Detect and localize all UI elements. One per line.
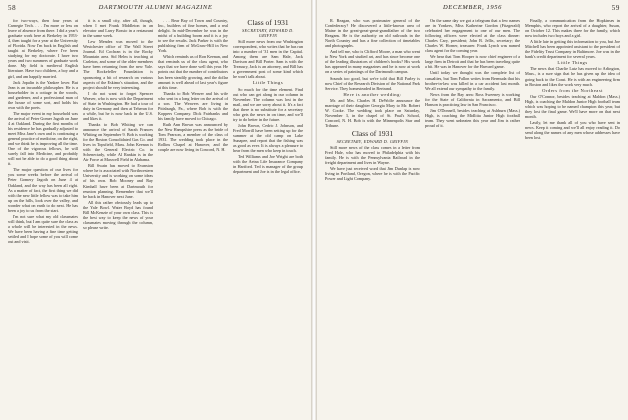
subsection-heading: Little Things [557, 60, 588, 66]
left-column-2 [83, 18, 153, 416]
left-page [0, 0, 311, 420]
right-page [317, 0, 628, 420]
left-column-3 [158, 18, 228, 416]
paragraph: On the same day we got a telegram that a few names are in Yonkers, Miss Katherine Gordon (Fitzgerald) celebrated her engagement to one of our men. The following officers were elected at the class dinner: Charles Cary, president; John B. Jellis, secretary; the Charles W. Horner, treasurer. Frank Lynch was named class agent for the coming year. [425, 18, 520, 54]
left-column-4 [233, 18, 303, 416]
paragraph: Still more news from our Washington correspondent, who writes that he has run into a number of '31 men in the Capital. Among them are Sam Hale, Jack Davison and Bill Porter. Sam is with the Treasury, Jack is an attorney, and Bill has a government post of some kind which he won't talk about. [233, 39, 303, 80]
section-heading: Class of 1931 [351, 128, 394, 138]
section-heading: Class of 1931 [247, 18, 289, 27]
paragraph: Which reminds us of Ron Keenan, and that reminds us of the class agent, who says that we have done well this year. He points out that the number of contributors has been steadily growing, and the dollar amount is well ahead of last year's figure at this time. [158, 54, 228, 90]
paragraph: Until today we thought was the complete list of casualties, but Tom Fallon writes from Bermuda that his brother-in-law was killed in a car accident last month. We all extend our sympathy to the family. [425, 70, 520, 91]
paragraph: News from the Bay area: Ross Sweeney is working for the State of California in Sacramento, and Bill Hanson is practicing law in San Francisco. [425, 91, 520, 107]
paragraph: Finally, a communication from the Hopkinses in Memphis, who report the arrival of a daughter, Susan, on October 12. This makes three for the family, which now includes two boys and a girl. [525, 18, 620, 39]
paragraph: Our O'Connor, besides teaching at Maldon (Mass.) High, is coaching the Maldon Junior High football team which was hoping to be named champion this year, but they lost the final game. We'll have more on that next month. [525, 93, 620, 119]
paragraph: Ruth Ann Brown was announced by the New Hampshire press as the bride of Tom Pearson, a member of the class of 1931. The wedding took place in the Rollins Chapel at Hanover, and the couple are now living in Concord, N. H. [158, 121, 228, 153]
paragraph: So much for the time element. Find out who can get along in our column in November. The column was lost in the mail, and we are sorry about it. It's a fact that there is no substitute for a secretary who gets the news in on time, and we'll try to do better in the future. [233, 86, 303, 122]
paragraph: Thanks to Bob Whiting we can announce the arrival of Sarah Frances Whiting on September 9. Bob is working for the Boston Consolidated Gas Co. and lives in Topsfield, Mass. John Keenan is with the General Electric Co. in Schenectady, while Al Rankin is in the Air Force at Maxwell Field in Alabama. [83, 121, 153, 163]
left-page-number: 58 [8, 4, 17, 12]
paragraph: for two-ways, then four years at Carnegie Tech. . . . I'm more or less on leave of absence from there. I did a year's graduate work here at Berkeley in 1953-4, then taught for a year at the University of Florida. Now I'm back in English and taught at Berkeley, where I've been studying for my doctorate. I have two years and two summers of graduate work done. My field is medieval English literature. Have two children, a boy and a girl, and am happily married. [8, 18, 78, 79]
paragraph: Thanks to Bob Weaver and his wife who sent in a long letter on the arrival of a son. The Weavers are living in Pittsburgh, Pa., where Bob is with the Koppers Company. Dick Fairbanks and his family have moved to Chicago. [158, 90, 228, 121]
paragraph: Bill Swain has moved to Evanston where he is associated with Northwestern University and is working on some ideas of his own. Bob Mooney and Ray Kimball have been at Dartmouth for reunion planning. Remember that we'll be back in Hanover next June. [83, 163, 153, 199]
section-secretary: SECRETARY, EDWARD D. GRIFFIN [242, 28, 294, 39]
paragraph: it is a small city, after all, though, when I met Frank Middleton in an elevator and Larry Bossio in a restaurant in the same week. [83, 18, 153, 39]
paragraph: Jim O'Donnell, besides teaching at Ashburn (Mass.) High, is coaching the Midlitta Junior High football team. They went unbeaten this year and Jim is rather proud of it. [425, 107, 520, 128]
paragraph: The major question of our lives for you some weeks before the arrival of Peter Gomery Jagoth on June 4 at Oakland, and the way has been all right. As a matter of fact, the first thing we did with the new little fellow was to take him up on the hills, look over the valley, and wonder what on earth to do next. He has been a joy to us from the start. [8, 167, 78, 213]
right-running-head: DECEMBER, 1956 [443, 4, 502, 11]
paragraph: Mr. and Mrs. Charles H. DeWolfe announce the marriage of their daughter Georgia Mary to Mr. Robert W. Cooke. The wedding took place on Saturday, November 3, in the chapel of St. Paul's School, Concord, N. H. Bob is with the Minneapolis Star and Tribune. [325, 97, 420, 128]
paragraph: I do not want to forget Spencer Weaver, who is now with the Department of State in Washington. He had a tour of duty in Germany and then at Teheran for a while, but he is now back in the U.S. and likes it. [83, 90, 153, 121]
paragraph: Still more news of the class comes in a letter from Fred Hale, who has moved to Philadelphia with his family. He is with the Pennsylvania Railroad in the freight department and lives in Wayne. [325, 145, 420, 166]
paragraph: The news that Charlie Lutz has moved to Arlington, Mass., is a sure sign that he has given up the idea of going back to the Coast. He is with an engineering firm in Boston and likes the work very much. [525, 66, 620, 87]
paragraph: A little late in getting this information to you, but Joe Mitchell has been appointed assistant to the president of the Fidelity Trust Company in Baltimore. Joe was in the bank's credit department for several years. [525, 39, 620, 60]
paragraph: Lastly, let me thank all of you who have sent in news. Keep it coming and we'll all enjoy reading it. Do send along the names of any men whose addresses have been lost. [525, 119, 620, 141]
paragraph: We hear that Tom Hooper is now chief engineer of a large firm in Detroit and that he has been traveling quite a bit. He was in Hanover for the Harvard game. [425, 54, 520, 70]
left-column-1 [8, 18, 78, 416]
section-secretary: SECRETARY, EDWARD D. GRIFFIN [336, 138, 409, 144]
paragraph: All this rather obviously leads up to the Yale Bowl. Water Boyd has found Bill McKenzie of your own class. This is the best way to keep the news of your classmates moving through the column, so please write. [83, 199, 153, 230]
paragraph: . . . Bear Bay of Town and Country, Inc., builders of fine homes, and a real delight. In mid-December he was in the midst of a building boom and it is a joy to see the results. Jack Parker is with the publishing firm of McGraw-Hill in New York. [158, 18, 228, 54]
paragraph: I'm not sure what my old classmates will think, but I am quite sure the class as a whole will be interested in the news. We have been having a fine time getting settled and I hope some of you will come out and visit. [8, 213, 78, 245]
left-running-head: DARTMOUTH ALUMNI MAGAZINE [98, 4, 213, 11]
right-page-number: 59 [611, 4, 620, 12]
right-column-1 [325, 18, 420, 416]
paragraph: We have just received word that Jim Dunlap is now living in Portland, Oregon, where he is with the Pacific Power and Light Company. [325, 166, 420, 182]
subsection-heading: Here is another wedding: [343, 91, 402, 97]
paragraph: Lew Mendez was moved to the Westchester office of The Wall Street Journal. Ed Cochran is in the Rocky Mountain area. Sid Helm is teaching at Carleton, and some of the older members have been returning from the new Yale. The Rockefeller Foundation is sponsoring a bit of research on various aspects of the Eskimo's situation, and the project should be very interesting. [83, 39, 153, 90]
right-column-3 [525, 18, 620, 416]
paragraph: R. Reagan, who was postmaster general of the Confederacy? He discovered a little-known area of Maine in the great-great-great-grandfather of the two Reagans. He is the authority on old railroads in the North Country and has a fine collection of timetables and photographs. [325, 18, 420, 49]
right-page-header [325, 4, 620, 14]
subsection-heading: Orders from the Northeast [542, 87, 603, 93]
left-page-header [8, 4, 303, 14]
paragraph: The major event in my household was the arrival of Peter Gomer Jagoth on June 4 at Oakland. During the first months of his residence he has gradually adjusted to meet Miss Jane's own and is continuing a general practice of medicine, on the right, and we think he is improving all the time. One of the vigorous fellows, he will surely fall into Medicine, and probably will not be able to do a good thing about it. [8, 110, 78, 167]
paragraph: And tell me, who is Clifford Moore, a man who went to New York and studied art, and has since become one of the leading illustrators of children's books? His work has appeared in many magazines and he is now at work on a series of paintings of the Dartmouth campus. [325, 49, 420, 75]
subsection-heading: Little Things [252, 80, 284, 86]
paragraph: Ted Williams and Joe Wright are both with the Aetna Life Insurance Company in Hartford. Ted is manager of the group department and Joe is in the legal office. [233, 154, 303, 175]
paragraph: Sounds too good, but we're told that Bill Farley is now Chief of the Research Division of the National Park Service. They homesteaded in Bertrand. [325, 75, 420, 91]
paragraph: John Brown, Cedric J. Johnson, and Fred Morrill have been setting up for the summer at the old camp on Lake Sunapee, and report that the fishing was as good as ever. It is always a pleasure to hear from the men who keep in touch. [233, 122, 303, 154]
right-column-2 [425, 18, 520, 416]
paragraph: Jack Jopalin is the Yankee lover. But Jean is an incurable philosopher. He is a householder in a cottage in the woods, and gardener, and a professional man of the house of some sort, and holds his own with the poets. [8, 79, 78, 110]
